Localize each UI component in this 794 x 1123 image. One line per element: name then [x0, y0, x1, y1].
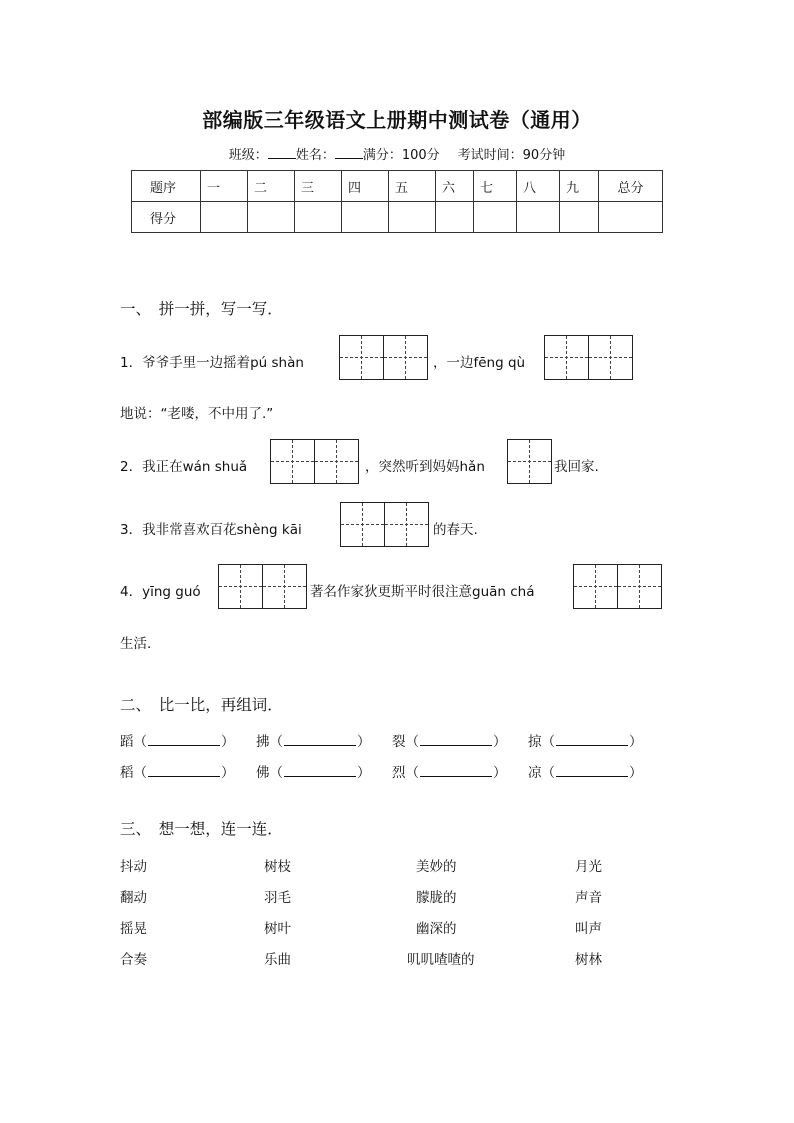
header-cell: 二	[248, 171, 295, 202]
answer-blank[interactable]	[284, 733, 356, 746]
char: 凉	[528, 765, 542, 781]
paren-close: ）	[221, 734, 235, 750]
q2-writing-grid-1[interactable]	[270, 439, 360, 484]
header-cell: 六	[436, 171, 474, 202]
word-pair-item	[120, 730, 235, 750]
answer-blank[interactable]	[420, 764, 492, 777]
match-word[interactable]: 叽叽喳喳的	[407, 952, 475, 968]
header-cell: 题序	[132, 171, 201, 202]
match-word[interactable]: 摇晃	[120, 921, 147, 937]
q1-text-a: 1．爷爷手里一边摇着pú shàn	[120, 355, 304, 371]
paren-open: （	[133, 734, 147, 750]
q4-text-c: 生活.	[120, 636, 152, 652]
paren-close: ）	[629, 734, 643, 750]
match-word[interactable]: 羽毛	[264, 890, 291, 906]
header-cell: 七	[474, 171, 517, 202]
row-label: 得分	[132, 202, 201, 233]
q2-text-b: ，突然听到妈妈hǎn	[365, 459, 485, 475]
score-cell[interactable]	[517, 202, 560, 233]
word-pair-item	[392, 761, 507, 781]
match-word[interactable]: 合奏	[120, 952, 147, 968]
score-cell[interactable]	[599, 202, 663, 233]
score-table	[131, 170, 663, 233]
q3-text-b: 的春天.	[433, 522, 478, 538]
word-pair-item	[120, 761, 235, 781]
q4-writing-grid-1[interactable]	[218, 564, 308, 609]
full-score: 满分：100分	[362, 148, 440, 163]
header-cell: 九	[560, 171, 599, 202]
score-cell[interactable]	[560, 202, 599, 233]
match-word[interactable]: 幽深的	[416, 921, 457, 937]
answer-blank[interactable]	[284, 764, 356, 777]
score-row	[132, 202, 663, 233]
match-word[interactable]: 翻动	[120, 890, 147, 906]
match-word[interactable]: 月光	[575, 859, 602, 875]
answer-blank[interactable]	[148, 733, 220, 746]
section2-heading: 二、 比一比，再组词．	[120, 696, 283, 714]
match-word[interactable]: 乐曲	[264, 952, 291, 968]
paren-close: ）	[357, 734, 371, 750]
paren-close: ）	[493, 734, 507, 750]
paren-open: （	[269, 765, 283, 781]
match-word[interactable]: 树枝	[264, 859, 291, 875]
paren-close: ）	[629, 765, 643, 781]
q3-writing-grid[interactable]	[340, 502, 430, 547]
score-header-row	[132, 171, 663, 202]
q1-text-c: 地说：“老喽，不中用了.”	[120, 406, 274, 422]
score-cell[interactable]	[295, 202, 342, 233]
match-word[interactable]: 美妙的	[416, 859, 457, 875]
char: 佛	[256, 765, 270, 781]
page-title: 部编版三年级语文上册期中测试卷（通用）	[202, 108, 592, 132]
paren-close: ）	[357, 765, 371, 781]
match-word[interactable]: 抖动	[120, 859, 147, 875]
header-cell: 四	[342, 171, 389, 202]
section3-heading: 三、 想一想，连一连．	[120, 820, 283, 838]
header-cell: 三	[295, 171, 342, 202]
q3-text-a: 3．我非常喜欢百花shèng kāi	[120, 522, 302, 538]
class-blank[interactable]	[268, 146, 296, 159]
q4-writing-grid-2[interactable]	[573, 564, 663, 609]
paren-open: （	[541, 734, 555, 750]
name-label: 姓名：	[295, 148, 335, 163]
answer-blank[interactable]	[148, 764, 220, 777]
match-word[interactable]: 树林	[575, 952, 602, 968]
word-pair-item	[256, 730, 371, 750]
score-cell[interactable]	[474, 202, 517, 233]
header-cell: 总分	[599, 171, 663, 202]
paren-open: （	[541, 765, 555, 781]
answer-blank[interactable]	[556, 764, 628, 777]
match-word[interactable]: 朦胧的	[416, 890, 457, 906]
q2-writing-grid-2[interactable]	[507, 439, 552, 484]
char: 裂	[392, 734, 406, 750]
q2-text-c: 我回家.	[554, 459, 599, 475]
score-cell[interactable]	[436, 202, 474, 233]
q1-writing-grid-1[interactable]	[339, 335, 429, 380]
paren-open: （	[405, 765, 419, 781]
q2-text-a: 2．我正在wán shuǎ	[120, 459, 248, 475]
char: 蹈	[120, 734, 134, 750]
char: 稻	[120, 765, 134, 781]
header-cell: 八	[517, 171, 560, 202]
match-word[interactable]: 声音	[575, 890, 602, 906]
word-pair-item	[256, 761, 371, 781]
match-word[interactable]: 树叶	[264, 921, 291, 937]
exam-time: 考试时间：90分钟	[457, 148, 566, 163]
score-cell[interactable]	[389, 202, 436, 233]
q1-writing-grid-2[interactable]	[544, 335, 634, 380]
q4-text-a: 4．yīng guó	[120, 584, 201, 600]
word-pair-item	[528, 761, 643, 781]
name-blank[interactable]	[335, 146, 363, 159]
answer-blank[interactable]	[556, 733, 628, 746]
exam-info	[0, 144, 794, 163]
section1-heading: 一、 拼一拼，写一写．	[120, 300, 283, 318]
char: 掠	[528, 734, 542, 750]
class-label: 班级：	[228, 148, 268, 163]
paren-open: （	[405, 734, 419, 750]
paren-open: （	[133, 765, 147, 781]
score-cell[interactable]	[201, 202, 248, 233]
q1-text-b: ，一边fēng qù	[433, 355, 526, 371]
paren-close: ）	[221, 765, 235, 781]
paren-close: ）	[493, 765, 507, 781]
word-pair-item	[528, 730, 643, 750]
match-word[interactable]: 叫声	[575, 921, 602, 937]
q4-text-b: 著名作家狄更斯平时很注意guān chá	[310, 584, 535, 600]
header-cell: 五	[389, 171, 436, 202]
char: 烈	[392, 765, 406, 781]
header-cell: 一	[201, 171, 248, 202]
answer-blank[interactable]	[420, 733, 492, 746]
score-cell[interactable]	[342, 202, 389, 233]
paren-open: （	[269, 734, 283, 750]
score-cell[interactable]	[248, 202, 295, 233]
word-pair-item	[392, 730, 507, 750]
char: 拂	[256, 734, 270, 750]
